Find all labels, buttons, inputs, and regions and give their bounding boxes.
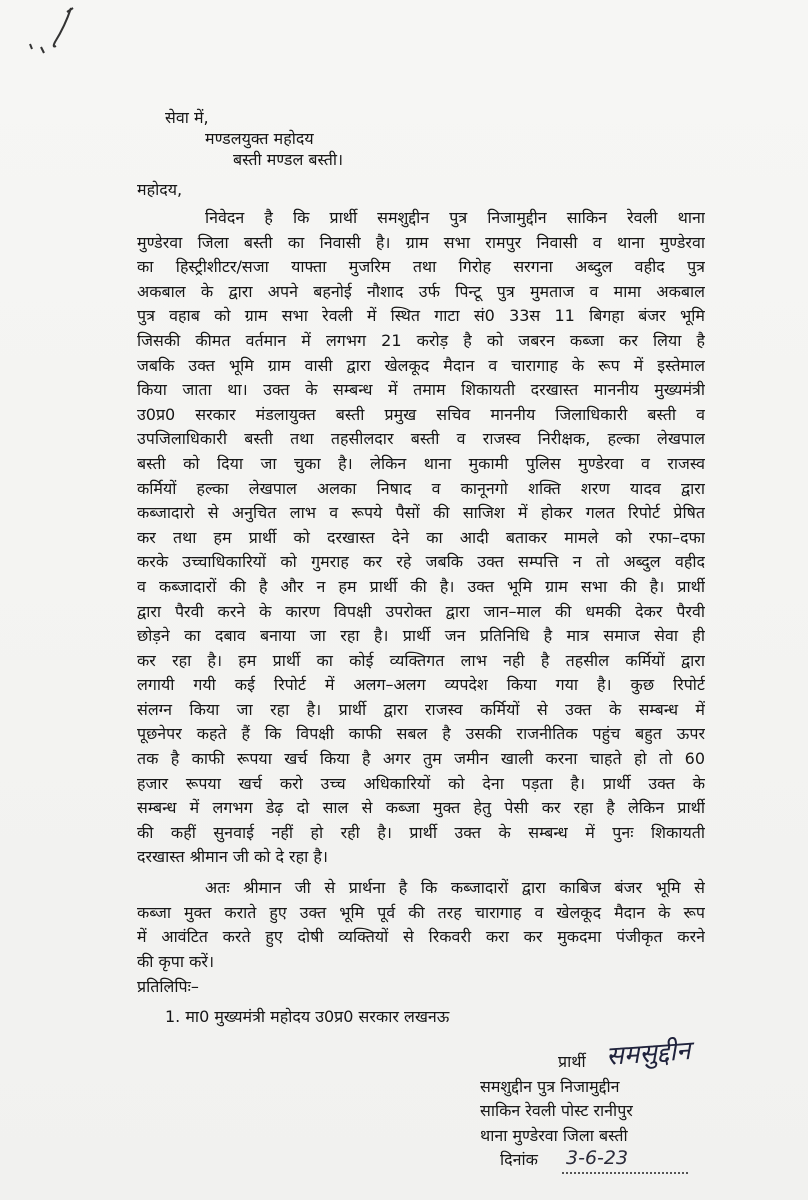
text-line: कर रहा है। हम प्रार्थी का कोई व्यक्तिगत लाभ नही है तहसील कर्मियों द्वारा [137,650,705,670]
text-line: अकबाल के द्वारा अपने बहनोई नौशाद उर्फ पिन्टू पुत्र मुमताज व मामा अकबाल [137,281,705,301]
text-line: दरखास्त श्रीमान जी को दे रहा है। [137,847,328,867]
body-paragraph [137,206,705,870]
to-label: सेवा में, [165,108,209,127]
text-line: सम्बन्ध में लगभग डेढ़ दो साल से कब्जा मुक्त हेतु पेसी कर रहा है लेकिन प्रार्थी [137,798,705,818]
applicant-label: प्रार्थी [558,1052,586,1071]
copy-label: प्रतिलिपिः– [137,977,199,996]
text-line: तक है काफी रूपया खर्च किया है अगर तुम जमीन खाली करना चाहते हो तो 60 [137,749,705,769]
text-line: जबकि उक्त भूमि ग्राम वासी द्वारा खेलकूद मैदान व चारागाह के रूप में इस्तेमाल [137,355,705,375]
text-line: किया जाता था। उक्त के सम्बन्ध में तमाम शिकायती दरखास्त माननीय मुख्यमंत्री [137,380,705,400]
salutation: महोदय, [137,180,183,199]
text-line: निवेदन है कि प्रार्थी समशुद्दीन पुत्र निजामुद्दीन साकिन रेवली थाना [205,208,705,227]
text-line: पुत्र वहाब को ग्राम सभा रेवली में स्थित गाटा सं0 33स 11 बिगहा बंजर भूमि [137,306,705,326]
text-line: छोड़ने का दबाव बनाया जा रहा है। प्रार्थी जन प्रतिनिधि है मात्र समाज सेवा ही [137,626,705,646]
text-line: बस्ती को दिया जा चुका है। लेकिन थाना मुकामी पुलिस मुण्डेरवा व राजस्व [137,453,705,473]
text-line: कर तथा हम प्रार्थी को दरखास्त देने का आदी बताकर मामले को रफा–दफा [137,527,705,547]
text-line: की कृपा करें। [137,951,215,971]
handwritten-date: 3-6-23 [566,1147,629,1169]
text-line: अतः श्रीमान जी से प्रार्थना है कि कब्जादारों द्वारा काबिज बंजर भूमि से [205,878,705,897]
text-line: करके उच्चाधिकारियों को गुमराह कर रहे जबकि उक्त सम्पत्ति न तो अब्दुल वहीद [137,552,705,572]
date-underline [562,1172,688,1174]
date-label: दिनांक [500,1150,538,1169]
sender-district: थाना मुण्डेरवा जिला बस्ती [480,1126,628,1145]
text-line: कर्मियों हल्का लेखपाल अलका निषाद व कानूनगो शक्ति शरण यादव द्वारा [137,478,705,498]
text-line: मुण्डेरवा जिला बस्ती का निवासी है। ग्राम सभा रामपुर निवासी व थाना मुण्डेरवा [137,232,705,252]
text-line: में आवंटित करते हुए दोषी व्यक्तियों से रिकवरी करा कर मुकदमा पंजीकृत करने [137,927,705,947]
sender-address: साकिन रेवली पोस्ट रानीपुर [480,1101,633,1120]
text-line: संलग्न किया जा रहा है। प्रार्थी द्वारा राजस्व कर्मियों से उक्त के सम्बन्ध में [137,699,705,719]
request-paragraph [137,876,705,974]
text-line: उ0प्र0 सरकार मंडलायुक्त बस्ती प्रमुख सचिव माननीय जिलाधिकारी बस्ती व [137,404,705,424]
text-line: द्वारा पैरवी करने के कारण विपक्षी उपरोक्त द्वारा जान–माल की धमकी देकर पैरवी [137,601,705,621]
addressee-line: बस्ती मण्डल बस्ती। [233,150,344,169]
addressee-line: मण्डलयुक्त महोदय [205,129,314,148]
sender-name: समशुद्दीन पुत्र निजामुद्दीन [480,1077,620,1096]
text-line: कब्जा मुक्त कराते हुए उक्त भूमि पूर्व की तरह चारागाह व खेलकूद मैदान के रूप [137,902,705,922]
text-line: पूछनेपर कहते हैं कि विपक्षी काफी सबल है उसकी राजनीतिक पहुंच बहुत ऊपर [137,724,705,744]
text-line: हजार रूपया खर्च करो उच्च अधिकारियों को देना पड़ता है। प्रार्थी उक्त के [137,773,705,793]
text-line: व कब्जादारों की है और न हम प्रार्थी की है। उक्त भूमि ग्राम सभा की है। प्रार्थी [137,576,705,596]
text-line: लगायी गयी कई रिपोर्ट में अलग–अलग व्यपदेश किया गया है। कुछ रिपोर्ट [137,675,705,695]
pen-marks [0,0,120,70]
text-line: की कहीं सुनवाई नहीं हो रही है। प्रार्थी उक्त के सम्बन्ध में पुनः शिकायती [137,822,705,842]
text-line: जिसकी कीमत वर्तमान में लगभग 21 करोड़ है को जबरन कब्जा कर लिया है [137,330,705,350]
text-line: कब्जादारो से अनुचित लाभ व रूपये पैसों की साजिश में होकर गलत रिपोर्ट प्रेषित [137,503,705,523]
copy-item: 1. मा0 मुख्यमंत्री महोदय उ0प्र0 सरकार लखनऊ [165,1007,450,1026]
handwritten-signature: समसुद्दीन [605,1036,692,1072]
text-line: का हिस्ट्रीशीटर/सजा याफ्ता मुजरिम तथा गिरोह सरगना अब्दुल वहीद पुत्र [137,257,705,277]
text-line: उपजिलाधिकारी बस्ती तथा तहसीलदार बस्ती व राजस्व निरीक्षक, हल्का लेखपाल [137,429,705,449]
